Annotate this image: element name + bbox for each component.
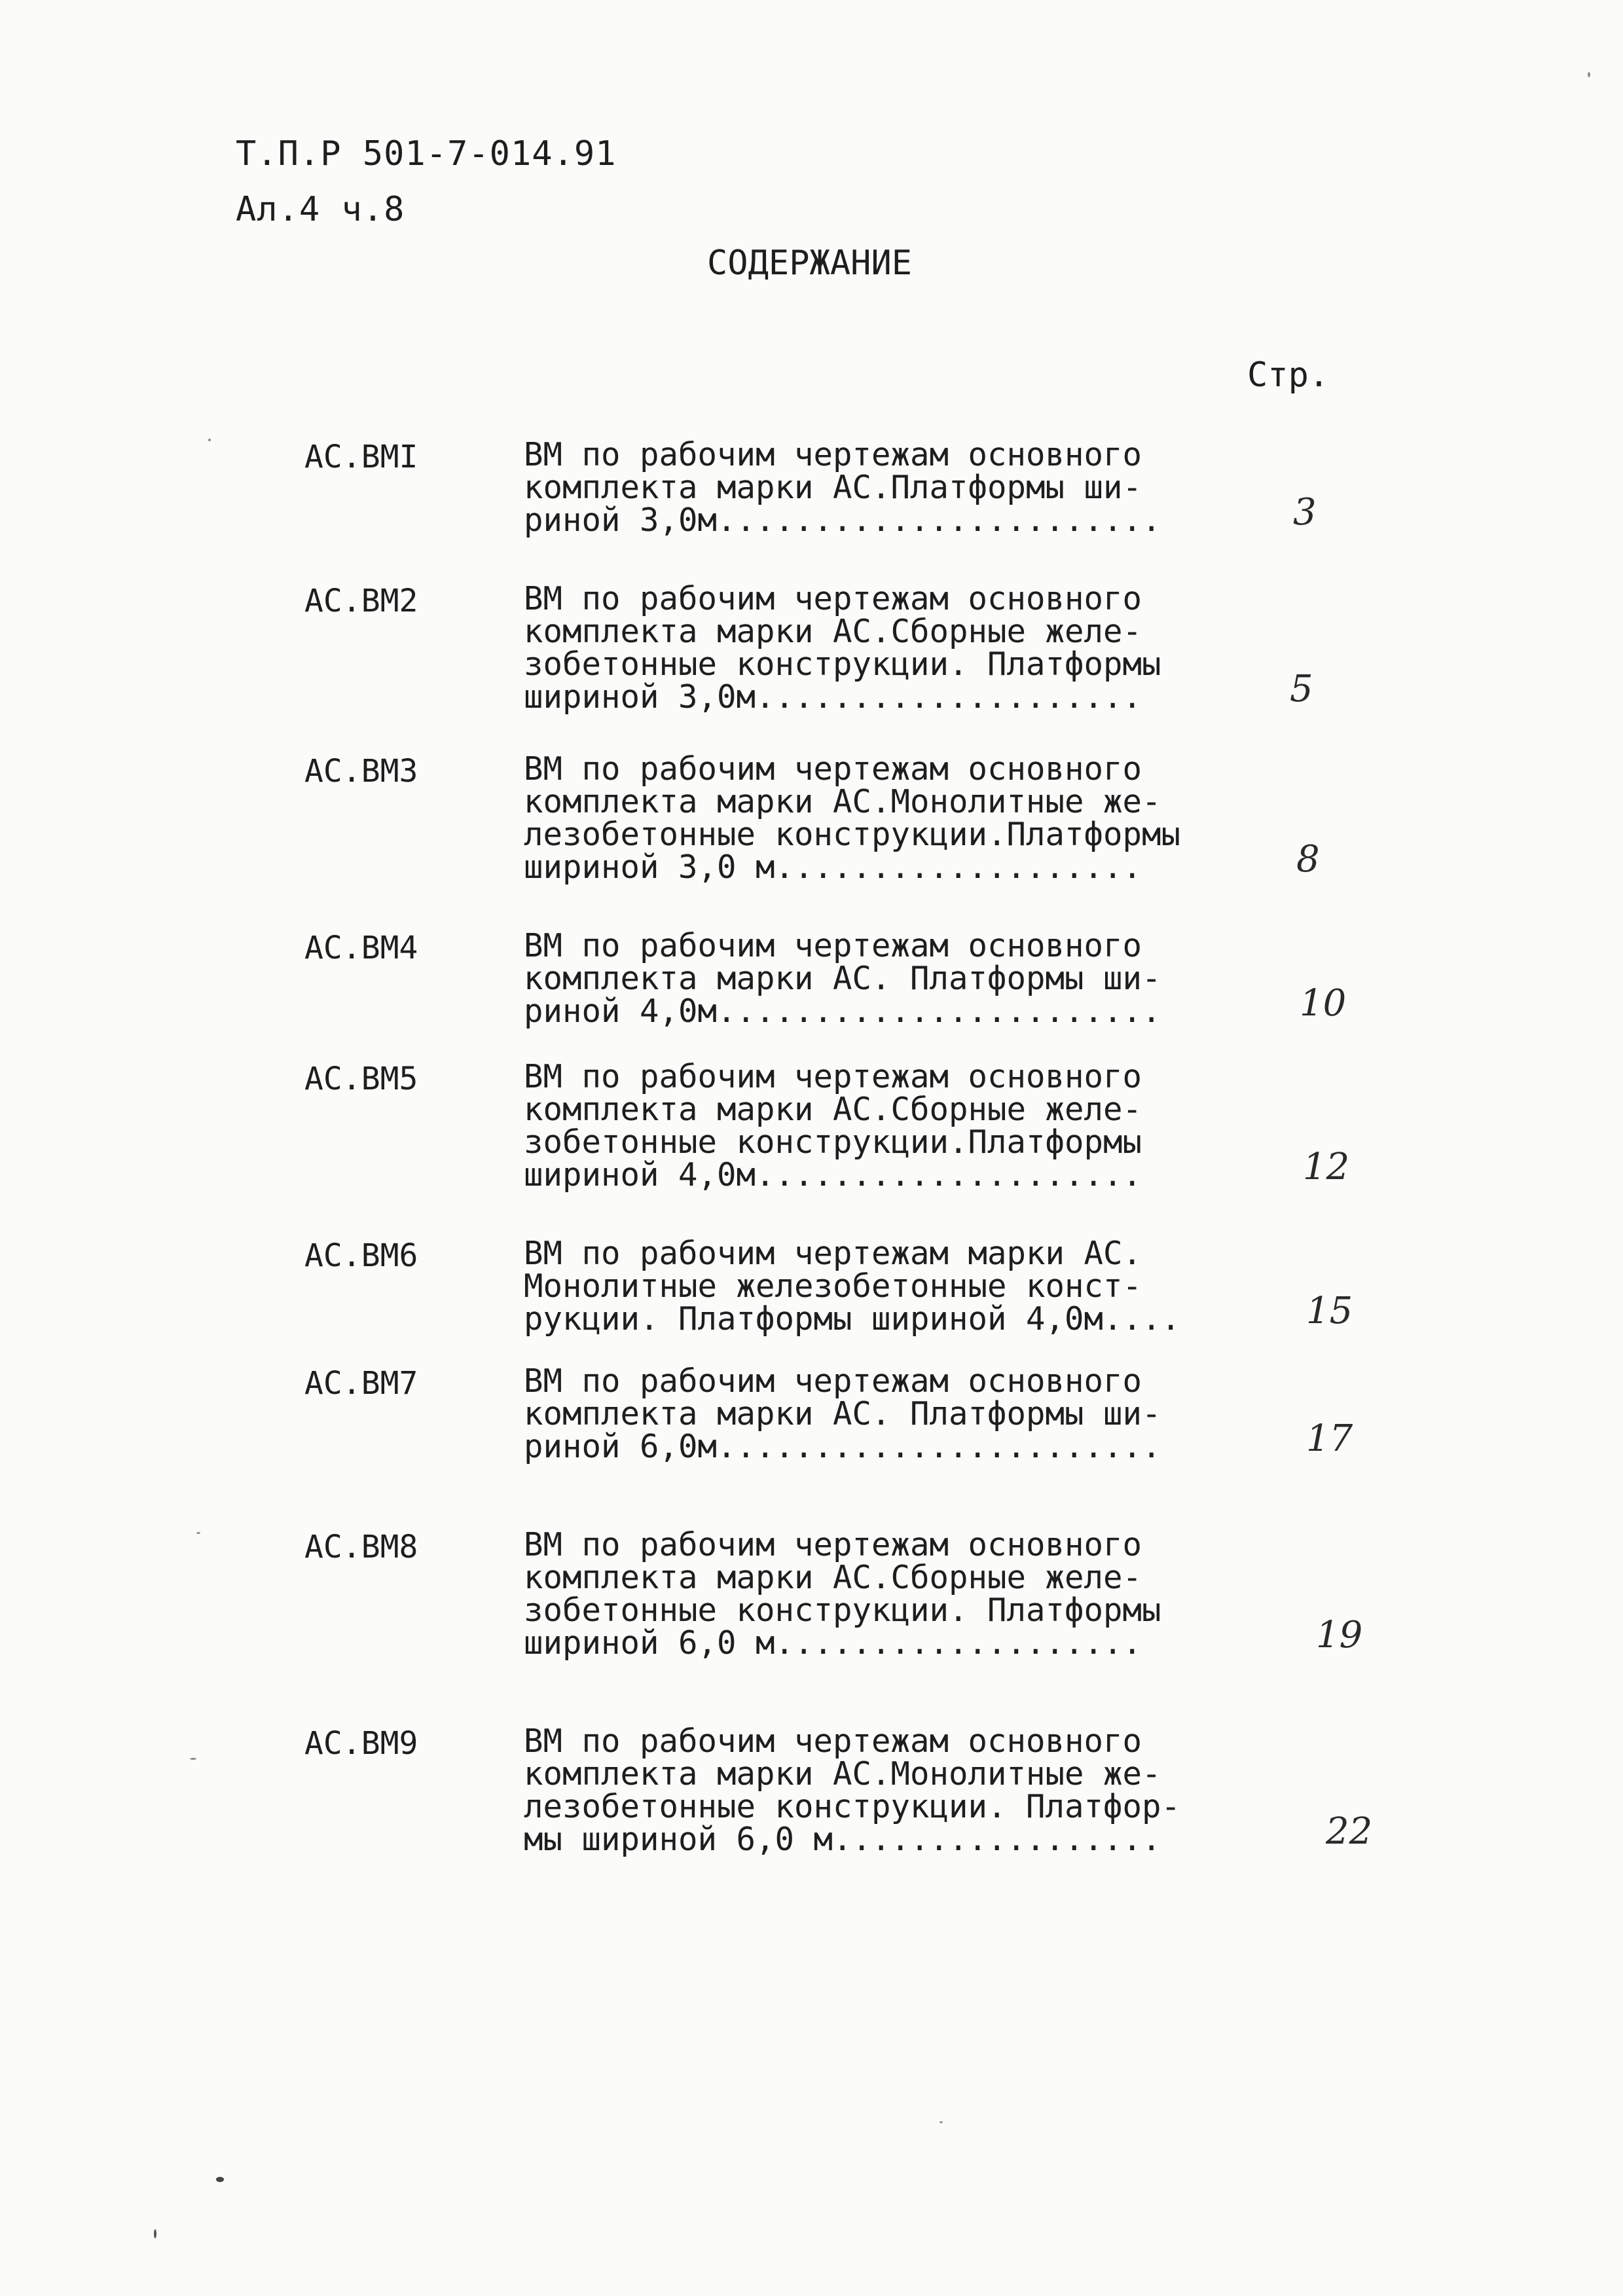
entry-page-number: 10 (1300, 982, 1347, 1025)
entry-page-number: 12 (1303, 1146, 1350, 1188)
entry-description-line: лезобетонные конструкции.Платформы (524, 816, 1181, 853)
entry-page-number: 3 (1293, 491, 1317, 534)
entry-description-line: ВМ по рабочим чертежам основного (524, 750, 1142, 788)
scan-speck (154, 2229, 156, 2238)
entry-page-number: 15 (1306, 1290, 1353, 1332)
entry-description-line: зобетонные конструкции.Платформы (524, 1123, 1142, 1161)
entry-description-line: Монолитные железобетонные конст- (524, 1267, 1142, 1305)
entry-code: АС.ВМ2 (304, 583, 418, 619)
scan-speck (939, 2121, 943, 2123)
entry-description-line: шириной 3,0м.................... (524, 678, 1142, 716)
entry-description-line: комплекта марки АС.Сборные желе- (524, 1091, 1142, 1128)
scan-speck (208, 439, 211, 441)
entry-description-line: ВМ по рабочим чертежам основного (524, 1722, 1142, 1760)
entry-description (524, 1058, 1142, 1194)
entry-description-line: шириной 3,0 м................... (524, 848, 1142, 886)
entry-description-line: мы шириной 6,0 м................. (524, 1821, 1161, 1858)
entry-description-line: шириной 4,0м.................... (524, 1156, 1142, 1194)
entry-description-line: ВМ по рабочим чертежам основного (524, 580, 1142, 617)
entry-description-line: ВМ по рабочим чертежам основного (524, 927, 1142, 964)
entry-description-line: ВМ по рабочим чертежам основного (524, 1526, 1142, 1563)
entry-description-line: риной 6,0м....................... (524, 1428, 1161, 1465)
entry-page-number: 19 (1316, 1614, 1363, 1656)
entry-page-number: 22 (1326, 1810, 1373, 1853)
entry-description-line: риной 3,0м....................... (524, 501, 1161, 539)
entry-description-line: шириной 6,0 м................... (524, 1624, 1142, 1662)
entry-description-line: ВМ по рабочим чертежам марки АС. (524, 1235, 1142, 1272)
entry-page-number: 17 (1306, 1417, 1353, 1460)
entry-code: АС.ВМ4 (304, 930, 418, 966)
entry-description (524, 436, 1161, 539)
entry-description-line: ВМ по рабочим чертежам основного (524, 436, 1142, 473)
entry-description-line: лезобетонные конструкции. Платфор- (524, 1788, 1181, 1825)
entry-description-line: комплекта марки АС.Сборные желе- (524, 1559, 1142, 1596)
entry-description-line: комплекта марки АС.Монолитные же- (524, 1755, 1161, 1793)
entry-page-number: 8 (1296, 838, 1320, 881)
entry-description (524, 580, 1161, 716)
document-code: Т.П.Р 501-7-014.91 (236, 134, 617, 173)
entry-description-line: зобетонные конструкции. Платформы (524, 646, 1161, 683)
entry-code: АС.ВМ9 (304, 1725, 418, 1762)
entry-description-line: ВМ по рабочим чертежам основного (524, 1362, 1142, 1400)
entry-code: АС.ВМ3 (304, 753, 418, 790)
page-column-label: Стр. (1247, 355, 1330, 395)
scan-speck (196, 1532, 200, 1534)
entry-code: АС.ВМ7 (304, 1365, 418, 1402)
entry-description-line: зобетонные конструкции. Платформы (524, 1592, 1161, 1629)
entry-description (524, 927, 1161, 1030)
entry-code: АС.ВМ6 (304, 1237, 418, 1274)
entry-description (524, 1526, 1161, 1662)
entry-description-line: комплекта марки АС.Монолитные же- (524, 783, 1161, 820)
entry-description-line: комплекта марки АС. Платформы ши- (524, 960, 1161, 997)
entry-description-line: комплекта марки АС. Платформы ши- (524, 1395, 1161, 1432)
scan-speck (190, 1758, 196, 1760)
album-part-label: Ал.4 ч.8 (236, 190, 405, 229)
entry-description (524, 1237, 1180, 1336)
scan-speck (216, 2177, 224, 2182)
entry-description-line: комплекта марки АС.Сборные желе- (524, 613, 1142, 650)
entry-code: АС.ВМ8 (304, 1529, 418, 1565)
entry-description-line: ВМ по рабочим чертежам основного (524, 1058, 1142, 1095)
entry-description (524, 1362, 1161, 1465)
entry-page-number: 5 (1290, 668, 1313, 710)
entry-description-line: комплекта марки АС.Платформы ши- (524, 469, 1142, 506)
toc-title: СОДЕРЖАНИЕ (707, 244, 913, 283)
scan-speck (1588, 72, 1590, 77)
entry-description-line: риной 4,0м....................... (524, 993, 1161, 1030)
entry-description-line: рукции. Платформы шириной 4,0м.... (524, 1300, 1181, 1338)
entry-description (524, 1722, 1181, 1858)
entry-code: АС.ВМ5 (304, 1061, 418, 1097)
entry-description (524, 750, 1181, 886)
entry-code: АС.ВМI (304, 439, 418, 475)
